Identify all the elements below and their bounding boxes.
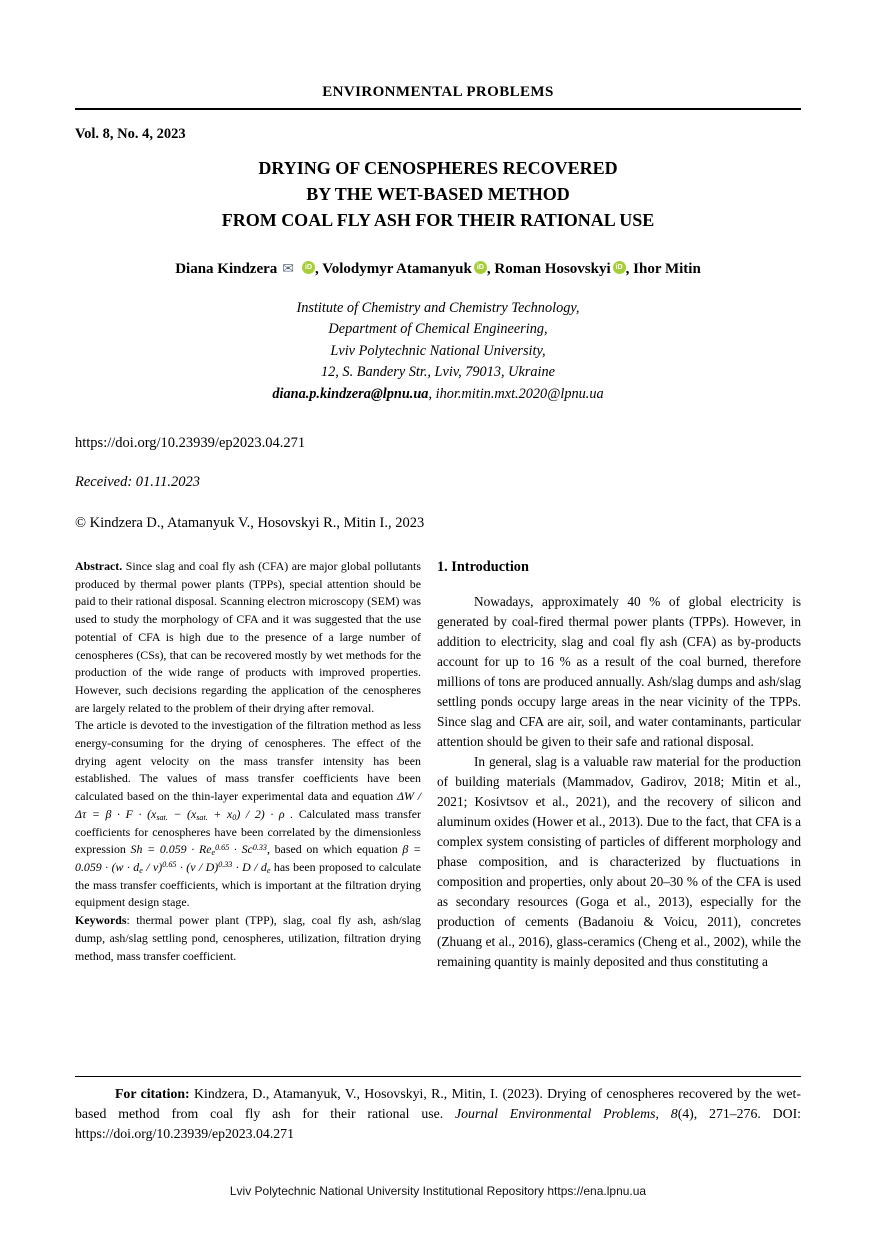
affiliation-line-3: Lviv Polytechnic National University, — [330, 342, 546, 359]
orcid-icon-3[interactable] — [613, 261, 626, 274]
equation-beta-coefficient: $\beta = 0.059 \cdot (w \cdot d_e / \nu)^{0.65} \cdot (\nu / D)^{0.33} \cdot D / d_e$ — [75, 842, 421, 875]
footer-divider — [75, 1076, 801, 1077]
repository-text: Lviv Polytechnic National University Institutional Repository — [229, 1184, 548, 1198]
keywords-text: : thermal power plant (TPP), slag, coal fly ash, ash/slag dump, ash/slag settling pond, cenospheres, utilization, filtration drying method, mass transfer coefficient. — [75, 913, 421, 963]
section-heading-introduction: 1. Introduction — [437, 559, 529, 576]
affiliation-line-4: 12, S. Bandery Str., Lviv, 79013, Ukraine — [320, 364, 555, 381]
authors-line — [75, 259, 801, 280]
citation-footer — [75, 1076, 801, 1144]
title-line-3: FROM COAL FLY ASH FOR THEIR RATIONAL USE — [221, 210, 655, 230]
citation-paragraph — [75, 1084, 801, 1144]
volume-issue: Vol. 8, No. 4, 2023 — [75, 126, 186, 142]
author-name-4: Ihor Mitin — [633, 261, 701, 277]
citation-label: For citation: — [115, 1086, 190, 1101]
orcid-icon-2[interactable] — [474, 261, 487, 274]
keywords-paragraph — [75, 912, 421, 965]
repository-note — [0, 1184, 876, 1198]
abstract-label: Abstract. — [75, 559, 123, 574]
abstract-text-1: Since slag and coal fly ash (CFA) are major global pollutants produced by thermal power plants (TPPs), special attention should be paid to their rational disposal. Scanning electron microscopy (SEM) was used to study the morphology of CFA and it was suggested that the use potential of CFA is high due to the presence of a large number of cenospheres (CSs), that can be recovered mostly by wet methods for the production of the wide range of products with improved properties. However, such decisions regarding the application of the cenospheres are largely related to the problem of their drying after removal. — [75, 559, 421, 715]
email-link-primary[interactable]: diana.p.kindzera@lpnu.ua — [272, 385, 429, 402]
authors-separator: , — [315, 261, 323, 277]
affiliation-emails — [75, 384, 801, 405]
equation-mass-transfer-rate: $\Delta W / \Delta\tau = \beta \cdot F \cdot (x_{sat.} - (x_{sat.} + x_0) / 2) \cdot \rho$ . — [75, 789, 421, 822]
two-column-body — [75, 558, 801, 1076]
orcid-icon-1[interactable] — [302, 261, 315, 274]
received-date: Received: 01.11.2023 — [75, 474, 200, 491]
author-name-2: Volodymyr Atamanyuk — [322, 261, 472, 277]
abstract-paragraph-2 — [75, 717, 421, 912]
affiliation-line-2: Department of Chemical Engineering, — [328, 321, 548, 338]
authors-separator: , — [625, 261, 634, 277]
orcid-icon-label: iD — [615, 264, 623, 271]
introduction-column — [437, 558, 801, 1076]
citation-text: Kindzera, D., Atamanyuk, V., Hosovskyi, R., Mitin, I. (2023). Drying of cenospheres recovered by the wet-based method from coal fly ash for their rational use. Journal Environmental Problems, 8(4), 271–276. DOI: https://doi.org/10.23939/ep2023.04.271 — [75, 1086, 801, 1141]
title-line-2: BY THE WET-BASED METHOD — [306, 184, 570, 204]
author-name-1: Diana Kindzera — [175, 261, 278, 277]
article-title — [75, 155, 801, 233]
introduction-paragraph-1: Nowadays, approximately 40 % of global electricity is generated by coal-fired thermal power plants (TPPs). However, in addition to electricity, slag and coal fly ash (CFA) as by-products account for up to 16 % as a result of the coal burned, therefore millions of tons are produced annually. Ash/slag dumps and ash/slag settling ponds occupy large areas in the near vicinity of the TPPs. Since slag and CFA are air, soil, and water contaminants, particular attention should be given to their safe and rational disposal. — [437, 594, 801, 750]
equation-sherwood-correlation: $Sh = 0.059 \cdot Re_e^{0.65} \cdot Sc^{0.33}$ — [130, 842, 267, 858]
affiliation-line-1: Institute of Chemistry and Chemistry Technology, — [296, 300, 580, 316]
abstract-column — [75, 558, 421, 1076]
copyright-line: © Kindzera D., Atamanyuk V., Hosovskyi R., Mitin I., 2023 — [75, 515, 425, 532]
authors-separator: , — [486, 261, 495, 277]
email-icon[interactable]: ✉ — [282, 262, 295, 277]
author-name-3: Roman Hosovskyi — [494, 261, 611, 277]
abstract-paragraph-1 — [75, 558, 421, 717]
header-divider — [75, 108, 801, 110]
journal-header: ENVIRONMENTAL PROBLEMS — [322, 84, 554, 100]
email-link-secondary[interactable]: ihor.mitin.mxt.2020@lpnu.ua — [435, 385, 604, 402]
abstract-text-2b: Calculated mass transfer coefficients for cenospheres have been correlated by the dimensionless expression — [75, 806, 422, 857]
orcid-icon-label: iD — [305, 264, 313, 271]
keywords-label: Keywords — [75, 913, 127, 928]
doi-link[interactable]: https://doi.org/10.23939/ep2023.04.271 — [75, 435, 306, 452]
introduction-paragraph-2: In general, slag is a valuable raw material for the production of building materials (Mammadov, Gadirov, 2018; Mitin et al., 2021; Kosivtsov et al., 2021), and the recovery of silicon and aluminum oxides (Hower et al., 2013). Due to the fact, that CFA is a complex system consisting of particles of different morphology and phase composition, and is characterized by fluctuations in composition and properties, only about 20–30 % of the CFA is used as secondary resources (Goga et al., 2013), especially for the production of cements (Badanoiu & Voicu, 2011), concretes (Zhuang et al., 2016), glass-ceramics (Cheng et al., 2002), while the remaining quantity is mainly deposited and thus constituting a — [437, 754, 801, 970]
abstract-text-2c: , based on which equation — [266, 842, 403, 857]
abstract-text-2d: has been proposed to calculate the mass transfer coefficients, which is important at the filtration drying equipment design stage. — [75, 859, 421, 910]
affiliation-block — [75, 298, 801, 405]
orcid-icon-label: iD — [476, 264, 484, 271]
abstract-text-2a: The article is devoted to the investigation of the filtration method as less energy-consuming for the drying of cenospheres. The effect of the drying agent velocity on the mass transfer intensity has been established. The values of mass transfer coefficients have been calculated based on the thin-layer experimental data and equation — [75, 718, 421, 804]
title-line-1: DRYING OF CENOSPHERES RECOVERED — [258, 158, 618, 178]
repository-url-link[interactable]: https://ena.lpnu.ua — [547, 1184, 647, 1198]
email-separator: , — [428, 385, 436, 402]
